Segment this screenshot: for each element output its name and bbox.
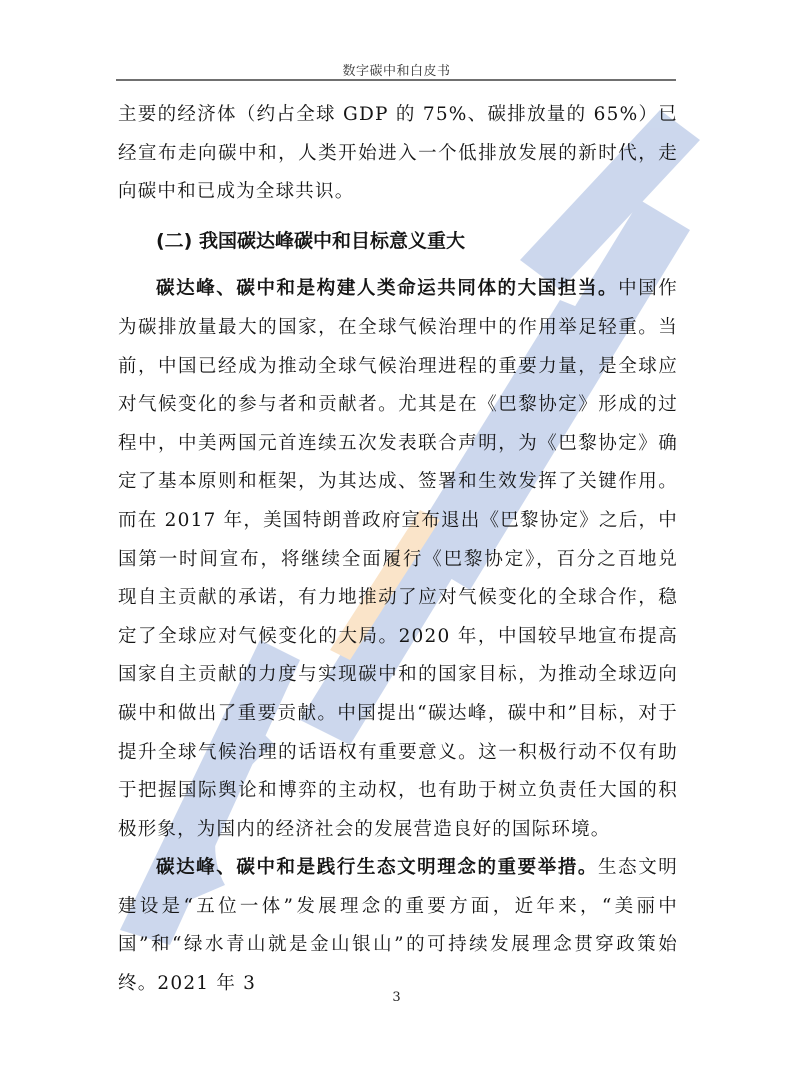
section-heading: (二) 我国碳达峰碳中和目标意义重大 [156, 229, 465, 252]
paragraph-text: 生态文明建设是“五位一体”发展理念的重要方面，近年来，“美丽中国”和“绿水青山就是金山银山”的可持续发展理念贯穿政策始终。2021 年 3 [118, 857, 678, 995]
paragraph-continued: 主要的经济体（约占全球 GDP 的 75%、碳排放量的 65%）已经宣布走向碳中和，人类开始进入一个低排放发展的新时代，走向碳中和已成为全球共识。 [118, 104, 678, 203]
paragraph-global-responsibility [118, 270, 678, 849]
paragraph-lead: 碳达峰、碳中和是构建人类命运共同体的大国担当。 [156, 278, 619, 300]
paragraph-ecological-civilization [118, 849, 678, 1003]
paragraph-lead: 碳达峰、碳中和是践行生态文明理念的重要举措。 [156, 857, 599, 879]
header-divider [116, 79, 676, 81]
page-body [118, 96, 678, 1004]
paragraph-text: 中国作为碳排放量最大的国家，在全球气候治理中的作用举足轻重。当前，中国已经成为推动全球气候治理进程的重要力量，是全球应对气候变化的参与者和贡献者。尤其是在《巴黎协定》形成的过程中，中美两国元首连续五次发表联合声明，为《巴黎协定》确定了基本原则和框架，为其达成、签署和生效发挥了关键作用。而在 2017 年，美国特朗普政府宣布退出《巴黎协定》之后，中国第一时间宣布，将继续全面履行《巴黎协定》，百分之百地兑现自主贡献的承诺，有力地推动了应对气候变化的全球合作，稳定了全球应对气候变化的大局。2020 年，中国较早地宣布提高国家自主贡献的力度与实现碳中和的国家目标，为推动全球迈向碳中和做出了重要贡献。中国提出“碳达峰，碳中和”目标，对于提升全球气候治理的话语权有重要意义。这一积极行动不仅有助于把握国际舆论和博弈的主动权，也有助于树立负责任大国的积极形象，为国内的经济社会的发展营造良好的国际环境。 [118, 278, 678, 840]
page-number: 3 [392, 990, 401, 1005]
running-header: 数字碳中和白皮书 [342, 64, 451, 79]
